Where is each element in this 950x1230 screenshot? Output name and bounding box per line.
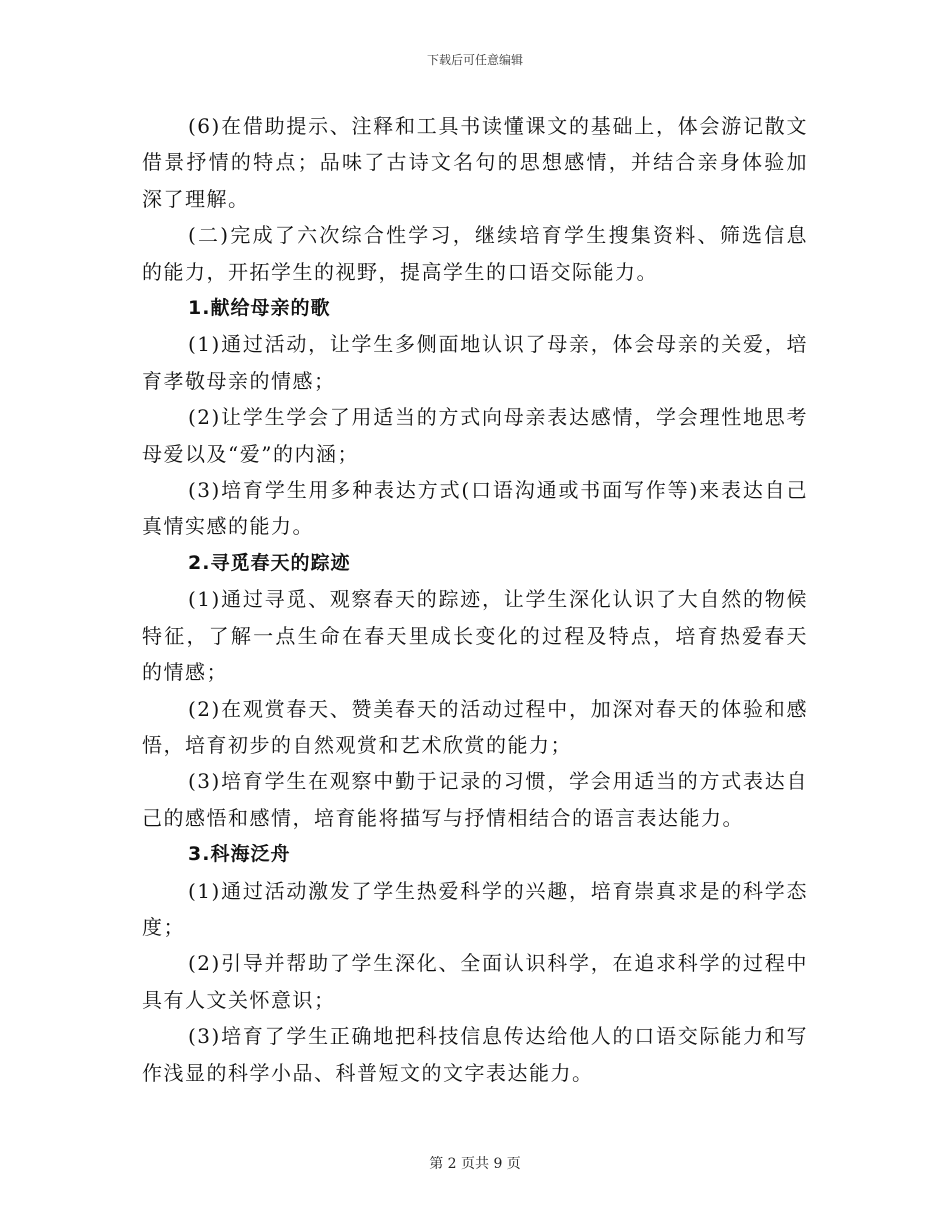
paragraph-spring-2: (2)在观赏春天、赞美春天的活动过程中，加深对春天的体验和感悟，培育初步的自然观赏和艺术欣赏的能力； bbox=[142, 696, 808, 757]
paragraph-spring-3: (3)培育学生在观察中勤于记录的习惯，学会用适当的方式表达自己的感悟和感情，培育能将描写与抒情相结合的语言表达能力。 bbox=[142, 769, 808, 830]
document-body bbox=[142, 108, 808, 1091]
paragraph-item-6: (6)在借助提示、注释和工具书读懂课文的基础上，体会游记散文借景抒情的特点；品味了古诗文名句的思想感情，并结合亲身体验加深了理解。 bbox=[142, 114, 808, 211]
paragraph-science-3: (3)培育了学生正确地把科技信息传达给他人的口语交际能力和写作浅显的科学小品、科普短文的文字表达能力。 bbox=[142, 1024, 808, 1085]
heading-mother-song: 1.献给母亲的歌 bbox=[188, 297, 331, 320]
paragraph-science-2: (2)引导并帮助了学生深化、全面认识科学，在追求科学的过程中具有人文关怀意识； bbox=[142, 951, 808, 1012]
paragraph-mother-3: (3)培育学生用多种表达方式(口语沟通或书面写作等)来表达自己真情实感的能力。 bbox=[142, 478, 808, 539]
paragraph-spring-1: (1)通过寻觅、观察春天的踪迹，让学生深化认识了大自然的物候特征，了解一点生命在春天里成长变化的过程及特点，培育热爱春天的情感； bbox=[142, 587, 808, 685]
paragraph-section-2: (二)完成了六次综合性学习，继续培育学生搜集资料、筛选信息的能力，开拓学生的视野，提高学生的口语交际能力。 bbox=[142, 223, 808, 284]
page-header-note: 下载后可任意编辑 bbox=[426, 53, 523, 67]
paragraph-mother-1: (1)通过活动，让学生多侧面地认识了母亲，体会母亲的关爱，培育孝敬母亲的情感； bbox=[142, 332, 808, 393]
heading-spring-traces: 2.寻觅春天的踪迹 bbox=[188, 551, 351, 574]
heading-science-sea: 3.科海泛舟 bbox=[188, 843, 291, 866]
paragraph-mother-2: (2)让学生学会了用适当的方式向母亲表达感情，学会理性地思考母爱以及“爱”的内涵； bbox=[142, 405, 808, 466]
paragraph-science-1: (1)通过活动激发了学生热爱科学的兴趣，培育崇真求是的科学态度； bbox=[142, 878, 808, 939]
page-number: 第 2 页共 9 页 bbox=[429, 1156, 521, 1172]
